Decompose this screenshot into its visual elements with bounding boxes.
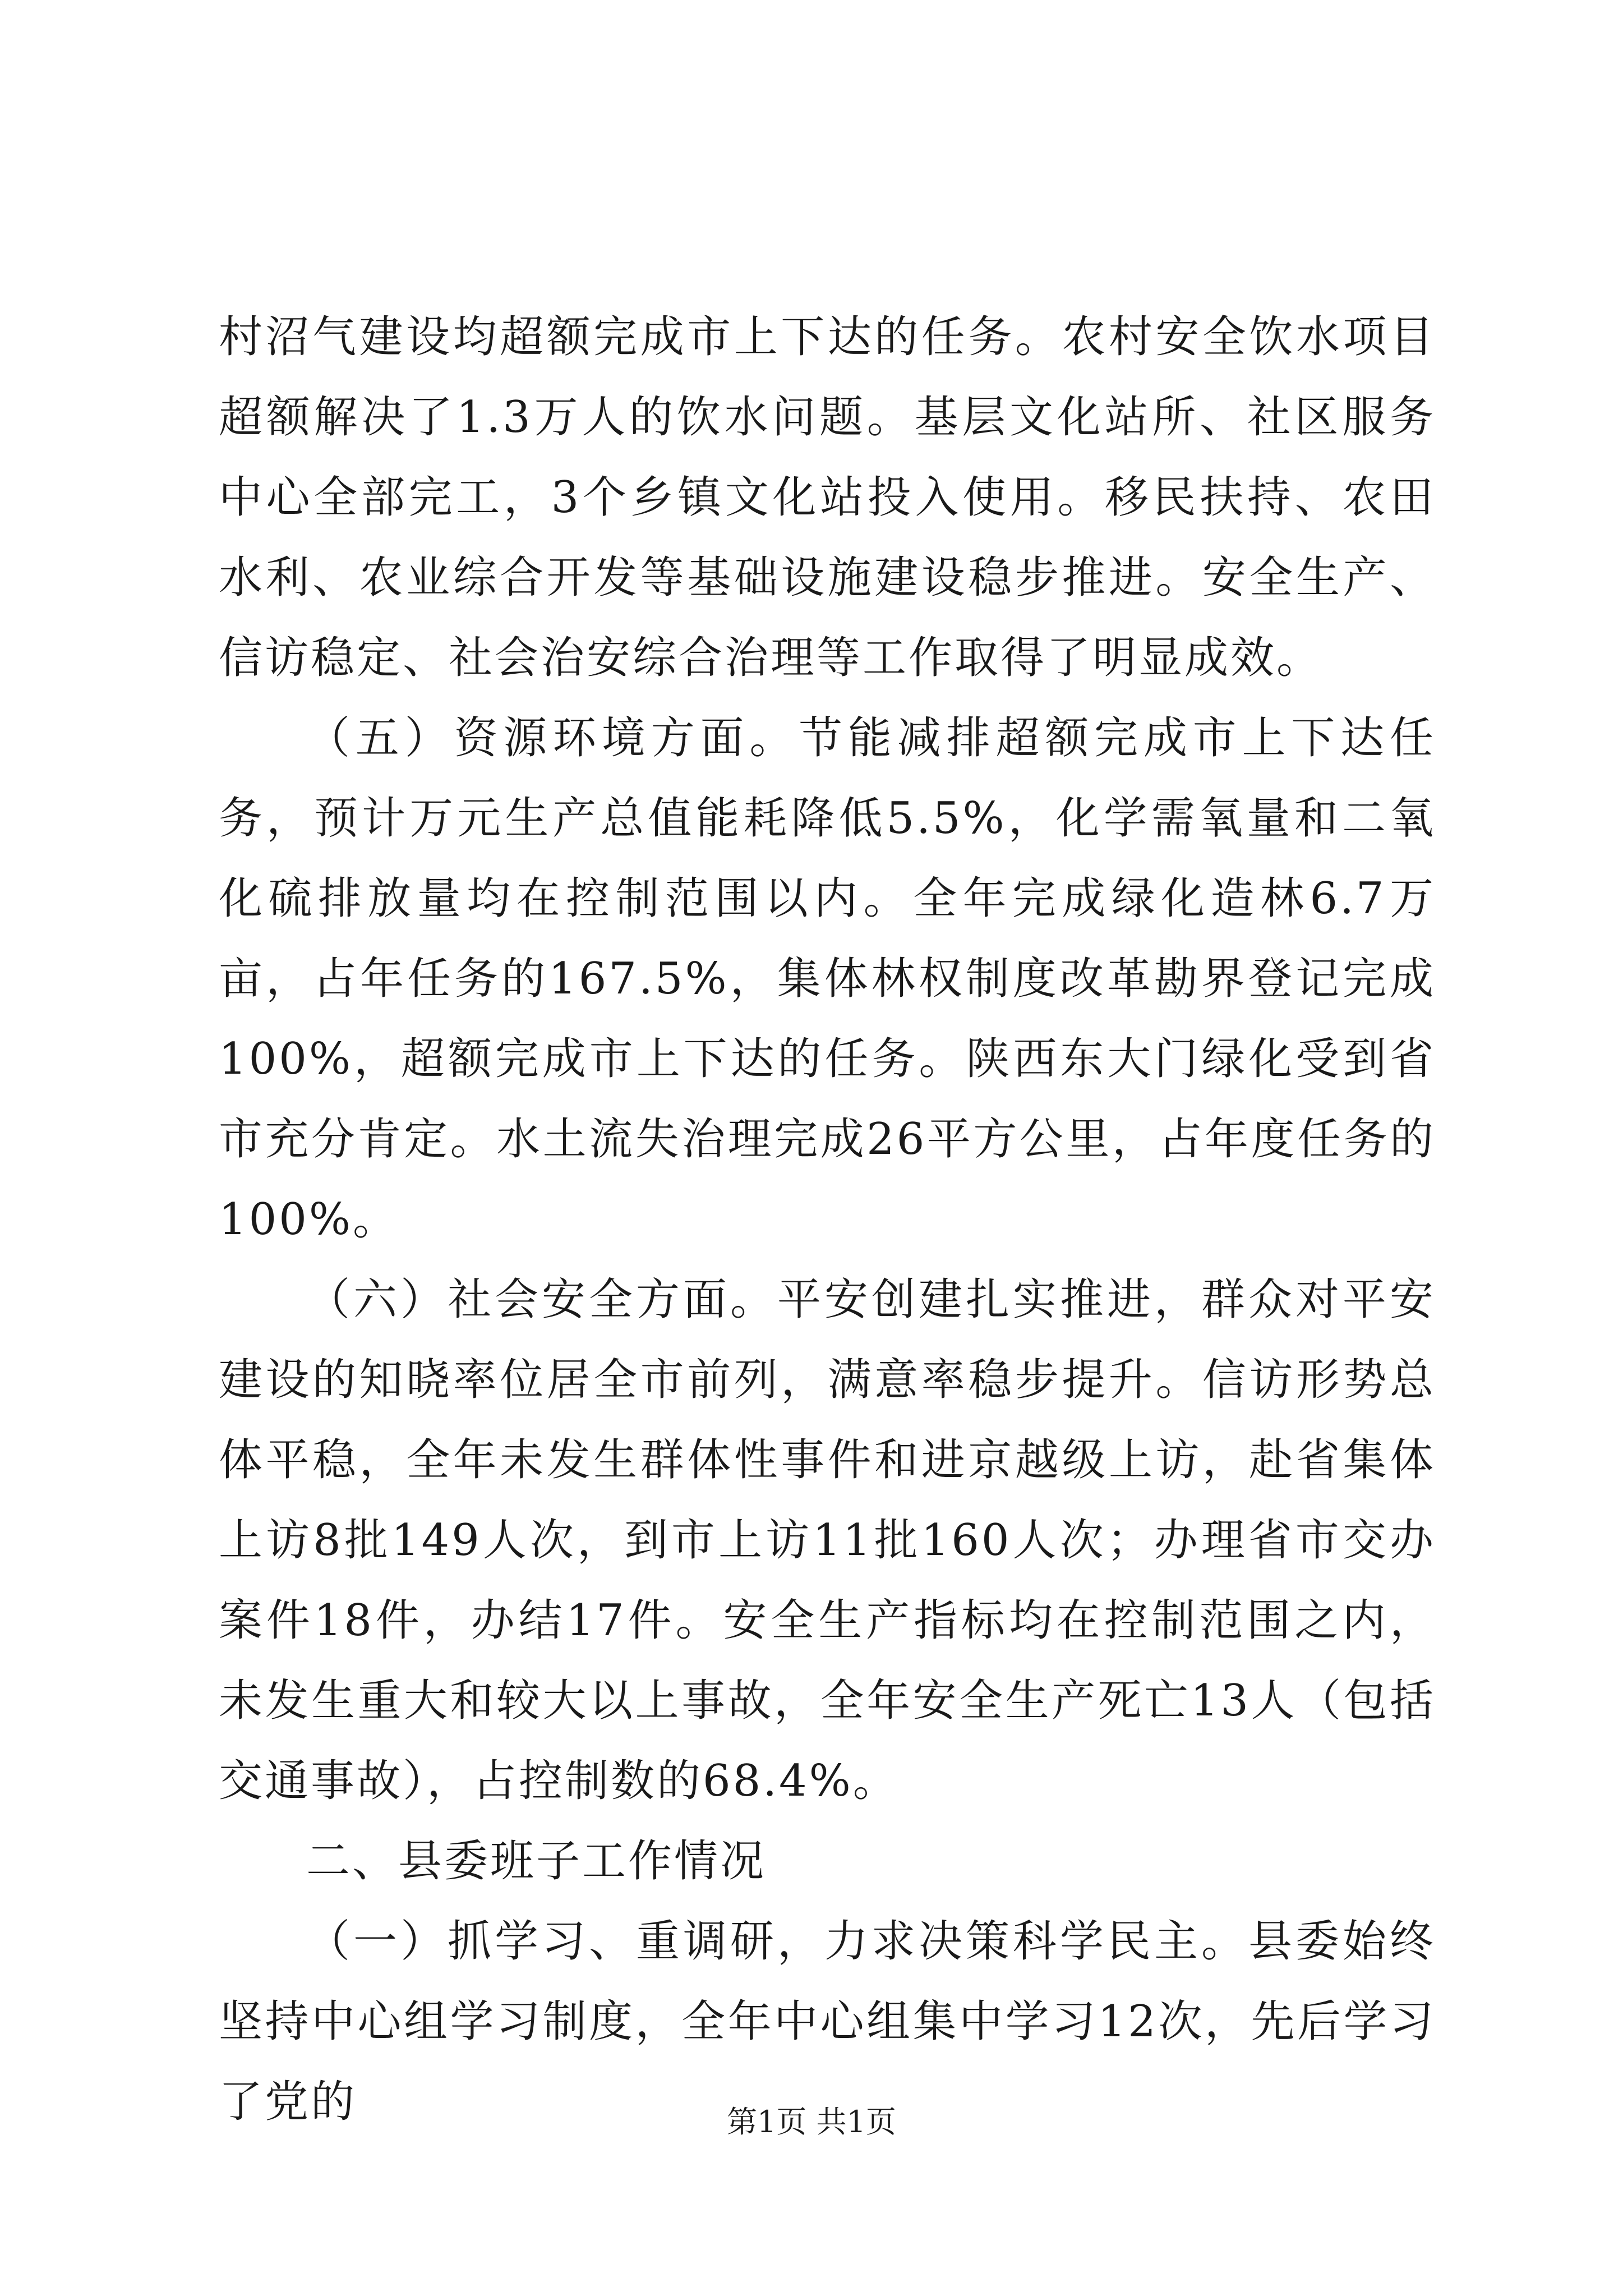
section-heading: 二、县委班子工作情况 [306,1836,767,1887]
paragraph-resources-environment: （五）资源环境方面。节能减排超额完成市上下达任务，预计万元生产总值能耗降低5.5%，化学需氧量和二氧化硫排放量均在控制范围以内。全年完成绿化造林6.7万亩，占年任务的167.5%，集体林权制度改革勘界登记完成100%，超额完成市上下达的任务。陕西东大门绿化受到省市充分肯定。水土流失治理完成26平方公里，占年度任务的100%。 [219,713,1436,1245]
paragraph-study-research: （一）抓学习、重调研，力求决策科学民主。县委始终坚持中心组学习制度，全年中心组集中学习12次，先后学习了党的 [219,1916,1436,2127]
paragraph-social-security: （六）社会安全方面。平安创建扎实推进，群众对平安建设的知晓率位居全市前列，满意率稳步提升。信访形势总体平稳，全年未发生群体性事件和进京越级上访，赴省集体上访8批149人次，到市上访11批160人次；办理省市交办案件18件，办结17件。安全生产指标均在控制范围之内，未发生重大和较大以上事故，全年安全生产死亡13人（包括交通事故），占控制数的68.4%。 [219,1274,1436,1806]
paragraph-continued: 村沼气建设均超额完成市上下达的任务。农村安全饮水项目超额解决了1.3万人的饮水问题。基层文化站所、社区服务中心全部完工，3个乡镇文化站投入使用。移民扶持、农田水利、农业综合开发等基础设施建设稳步推进。安全生产、信访稳定、社会治安综合治理等工作取得了明显成效。 [219,312,1436,683]
page-number-footer: 第1页 共1页 [727,2104,896,2139]
document-body [219,297,1436,2142]
